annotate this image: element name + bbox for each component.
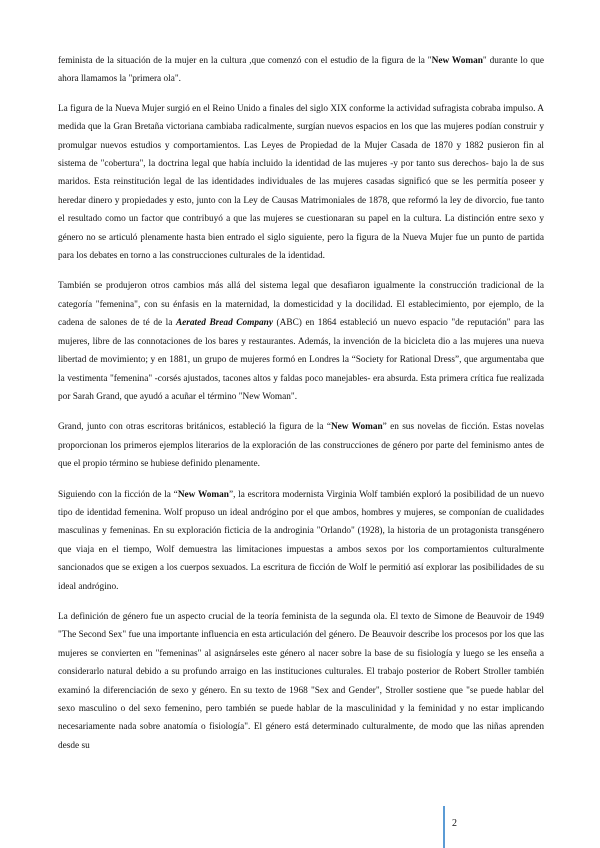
text-run: La figura de la Nueva Mujer surgió en el Reino Unido a finales del siglo XIX conforme la actividad sufragista cobraba impulso. A medida que la Gran Bretaña victoriana cambiaba radicalmente, surgían nuevos espacios en los que las mujeres podían construir y promulgar nuevos estudios y comportamientos. Las Leyes de Propiedad de la Mujer Casada de 1870 y 1882 pusieron fin al sistema de "cobertura", la doctrina legal que había incluido la identidad de las mujeres -y por tanto sus derechos- bajo la de sus maridos. Esta reinstitución legal de las identidades individuales de las mujeres casadas significó que se les permitía poseer y heredar dinero y propiedades y esto, junto con la Ley de Causas Matrimoniales de 1878, que reformó la ley de divorcio, fue tanto el resultado como un factor que contribuyó a que las mujeres se cuestionaran su papel en la cultura. La distinción entre sexo y género no se articuló plenamente hasta bien entrado el siglo siguiente, pero la figura de la Nueva Mujer fue un punto de partida para los debates en torno a las construcciones culturales de la identidad. <box>58 103 544 262</box>
footer-rule <box>443 806 445 848</box>
bold-term: New Woman <box>330 422 383 433</box>
body-text <box>58 52 544 767</box>
text-run: Siguiendo con la ficción de la “ <box>58 489 178 500</box>
text-run: (ABC) en 1864 estableció un nuevo espacio "de reputación" para las mujeres, libre de las connotaciones de los bares y restaurantes. Además, la invención de la bicicleta dio a las mujeres una nueva libertad de movimiento; y en 1881, un grupo de mujeres formó en Londres la “Society for Rational Dress”, que argumentaba que la vestimenta "femenina" -corsés ajustados, tacones altos y faldas poco manejables- era absurda. Esta primera crítica fue realizada por Sarah Grand, que ayudó a acuñar el término "New Woman". <box>58 318 544 402</box>
page-number: 2 <box>452 818 457 829</box>
paragraph-p6 <box>58 608 544 755</box>
text-run: Grand, junto con otras escritoras británicos, estableció la figura de la “ <box>58 422 331 433</box>
text-run: ” en sus novelas de ficción. Estas novelas proporcionan los primeros ejemplos literarios de la exploración de las construcciones de género por parte del feminismo antes de que el propio término se hubiese definido plenamente. <box>58 422 544 470</box>
paragraph-p2 <box>58 100 544 266</box>
bold-term: New Woman <box>431 56 483 66</box>
italic-term: Aerated Bread Company <box>175 318 273 329</box>
text-run: También se produjeron otros cambios más allá del sistema legal que desafiaron igualmente la construcción tradicional de la categoría "femenina", con su énfasis en la maternidad, la domesticidad y la docilidad. El establecimiento, por ejemplo, de la cadena de salones de té de la <box>58 281 544 329</box>
text-run: ”, la escritora modernista Virginia Wolf también exploró la posibilidad de un nuevo tipo de identidad femenina. Wolf propuso un ideal andrógino por el que ambos, hombres y mujeres, se componían de cualidades masculinas y femeninas. En su exploración ficticia de la androginia "Orlando" (1928), la historia de un protagonista transgénero que viaja en el tiempo, Wolf demuestra las limitaciones impuestas a ambos sexos por los comportamientos culturalmente sancionados que se exigen a los cuerpos sexuados. La escritura de ficción de Wolf le permitió así explorar las posibilidades de su ideal andrógino. <box>58 489 544 592</box>
paragraph-p3 <box>58 277 544 406</box>
paragraph-p5 <box>58 486 544 596</box>
bold-term: New Woman <box>177 489 229 500</box>
text-run: " durante lo que ahora llamamos la "primera ola". <box>58 56 544 85</box>
paragraph-p4 <box>58 418 544 473</box>
text-run: feminista de la situación de la mujer en la cultura ,que comenzó con el estudio de la figura de la " <box>58 56 432 66</box>
text-run: La definición de género fue un aspecto crucial de la teoría feminista de la segunda ola. El texto de Simone de Beauvoir de 1949 "The Second Sex" fue una importante influencia en esta articulación del género. De Beauvoir describe los procesos por los que las mujeres se convierten en "femeninas" al asignárseles este género al nacer sobre la base de su fisiología y luego se les enseña a considerarlo natural debido a su profundo arraigo en las instituciones culturales. El trabajo posterior de Robert Stroller también examinó la diferenciación de sexo y género. En su texto de 1968 "Sex and Gender", Stroller sostiene que "se puede hablar del sexo masculino o del sexo femenino, pero también se puede hablar de la masculinidad y la feminidad y no estar implicando necesariamente nada sobre anatomía o fisiología". El género está determinado culturalmente, de modo que las niñas aprenden desde su <box>58 611 544 751</box>
paragraph-p1 <box>58 52 544 89</box>
